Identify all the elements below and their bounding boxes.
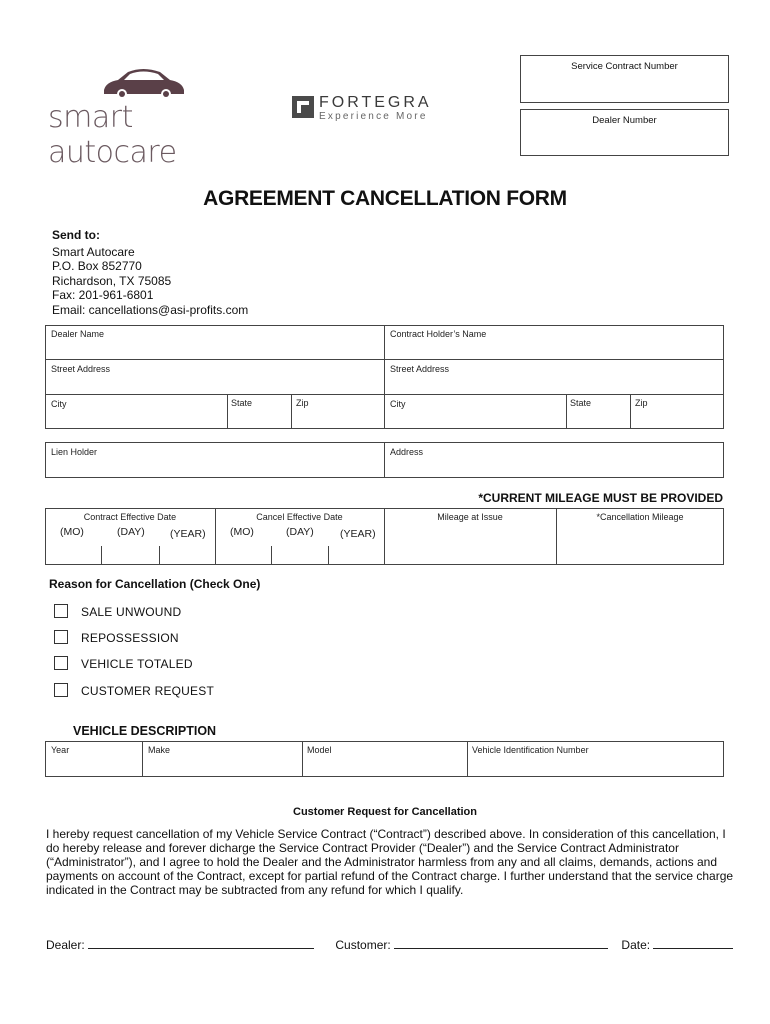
holder-state-field[interactable]: State [570,398,592,408]
vehicle-model-field[interactable]: Model [307,745,332,755]
dealer-state-field[interactable]: State [231,398,253,408]
customer-request-label: CUSTOMER REQUEST [81,684,214,698]
vehicle-vin-field[interactable]: Vehicle Identification Number [472,745,589,755]
repossession-label: REPOSSESSION [81,631,179,645]
contract-day-field[interactable]: (DAY) [117,526,145,538]
sale-unwound-checkbox[interactable] [54,604,68,618]
vehicle-totaled-checkbox[interactable] [54,656,68,670]
customer-request-text: I hereby request cancellation of my Vehicle Service Contract (“Contract”) described above. In consideration of this cancellation, I do hereby release and forever dicharge the Service Contract Provider (“Dealer”) and the Service Contract Administrator (“Administrator”), and I agree to hold the Dealer and the Administrator harmless from any and all claims, demands, actions and payments on account of the Contract, except for partial refund of the Contract charge. I further understand that the service charge indicated in the Contract may be subtracted from any refund for which I qualify. [46,827,734,897]
fortegra-mark-icon [292,96,314,118]
dealer-zip-field[interactable]: Zip [296,398,309,408]
dealer-city-field[interactable]: City [51,399,67,409]
send-to-heading: Send to: [52,228,100,242]
form-title: AGREEMENT CANCELLATION FORM [203,187,567,210]
customer-request-checkbox[interactable] [54,683,68,697]
fortegra-wordmark: FORTEGRA [319,94,432,111]
signature-row [46,937,736,952]
dealer-signature-label: Dealer: [46,938,85,952]
holder-city-field[interactable]: City [390,399,406,409]
fortegra-tagline: Experience More [319,111,428,122]
lien-address-field[interactable]: Address [390,447,424,457]
dealer-signature-line[interactable] [88,937,314,949]
customer-signature-label: Customer: [335,938,391,952]
vehicle-make-field[interactable]: Make [148,745,171,755]
mileage-notice: *CURRENT MILEAGE MUST BE PROVIDED [478,491,723,505]
date-line[interactable] [653,937,733,949]
repossession-checkbox[interactable] [54,630,68,644]
holder-zip-field[interactable]: Zip [635,398,648,408]
vehicle-grid [45,741,724,777]
contract-effective-date-label: Contract Effective Date [83,512,177,522]
service-contract-number-label: Service Contract Number [571,61,678,72]
send-to-line: Fax: 201-961-6801 [52,288,154,302]
contract-holder-name-field[interactable]: Contract Holder’s Name [390,329,487,339]
dealer-street-address-field[interactable]: Street Address [51,364,111,374]
smart-autocare-wordmark: smart autocare [48,100,177,170]
lien-holder-field[interactable]: Lien Holder [51,447,98,457]
sale-unwound-label: SALE UNWOUND [81,605,182,619]
vehicle-year-field[interactable]: Year [51,745,70,755]
holder-street-address-field[interactable]: Street Address [390,364,450,374]
smart-autocare-logo [48,64,228,170]
vehicle-description-heading: VEHICLE DESCRIPTION [73,724,217,738]
send-to-line: Email: cancellations@asi-profits.com [52,302,249,317]
send-to-line: P.O. Box 852770 [52,259,142,273]
contract-mo-field[interactable]: (MO) [60,526,84,538]
send-to-line: Smart Autocare [52,244,135,259]
dealer-number-label: Dealer Number [592,115,657,126]
contract-year-field[interactable]: (YEAR) [170,528,206,540]
mileage-at-issue-field[interactable]: Mileage at Issue [437,512,503,522]
dealer-number-box[interactable] [520,109,729,156]
date-label: Date: [621,938,651,952]
fortegra-logo [292,94,442,124]
send-to-line: Richardson, TX 75085 [52,273,172,288]
customer-request-heading: Customer Request for Cancellation [293,806,477,818]
customer-signature-line[interactable] [394,937,608,949]
cancellation-mileage-field[interactable]: *Cancellation Mileage [596,512,684,522]
dealer-name-field[interactable]: Dealer Name [51,329,105,339]
cancel-year-field[interactable]: (YEAR) [340,528,376,540]
vehicle-totaled-label: VEHICLE TOTALED [81,657,193,671]
cancel-day-field[interactable]: (DAY) [286,526,314,538]
reason-heading: Reason for Cancellation (Check One) [49,577,261,591]
cancel-mo-field[interactable]: (MO) [230,526,254,538]
send-to-block [52,228,248,317]
service-contract-number-box[interactable] [520,55,729,103]
car-icon [98,64,188,100]
cancel-effective-date-label: Cancel Effective Date [256,512,343,522]
